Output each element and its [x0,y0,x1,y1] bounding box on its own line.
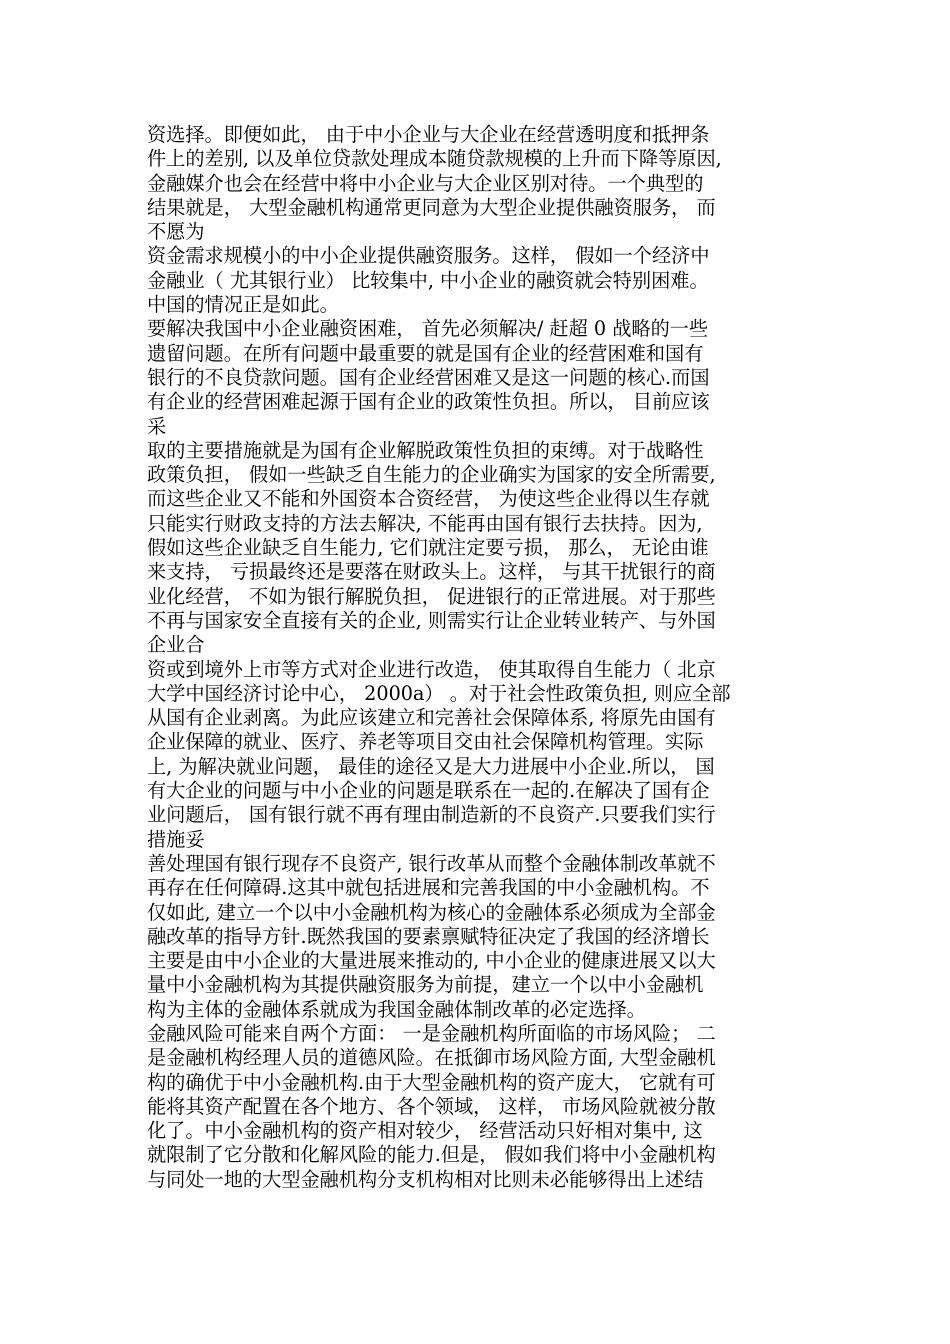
text-line: 中国的情况正是如此。 [147,293,339,317]
text-line: 而这些企业又不能和外国资本合资经营， 为使这些企业得以生存就 [147,487,710,511]
text-line: 企业合 [147,633,205,657]
text-line: 资选择。即便如此， 由于中小企业与大企业在经营透明度和抵押条 [147,123,710,146]
text-line: 能将其资产配置在各个地方、各个领域， 这样， 市场风险就被分散 [147,1094,716,1118]
text-line: 不愿为 [147,220,205,244]
text-line: 业问题后， 国有银行就不再有理由制造新的不良资产.只要我们实行 [147,803,716,827]
text-line: 企业保障的就业、医疗、养老等项目交由社会保障机构管理。实际 [147,730,704,754]
text-line: 善处理国有银行现存不良资产, 银行改革从而整个金融体制改革就不 [147,851,716,875]
text-line: 再存在任何障碍.这其中就包括进展和完善我国的中小金融机构。不 [147,876,710,900]
text-line: 遗留问题。在所有问题中最重要的就是国有企业的经营困难和国有 [147,341,704,365]
text-line: 与同处一地的大型金融机构分支机构相对比则未必能够得出上述结 [147,1167,704,1191]
body-text [147,123,827,1192]
text-line: 大学中国经济讨论中心， 2000a） 。对于社会性政策负担, 则应全部 [147,681,731,705]
text-line: 件上的差别, 以及单位贷款处理成本随贷款规模的上升而下降等原因, [147,147,722,171]
text-line: 采 [147,414,167,438]
text-line: 措施妥 [147,827,205,851]
text-line: 仅如此, 建立一个以中小金融机构为核心的金融体系必须成为全部金 [147,900,716,924]
text-line: 有企业的经营困难起源于国有企业的政策性负担。所以， 目前应该 [147,390,710,414]
text-line: 融改革的指导方针.既然我国的要素禀赋特征决定了我国的经济增长 [147,924,710,948]
text-line: 假如这些企业缺乏自生能力, 它们就注定要亏损， 那么， 无论由谁 [147,536,709,560]
text-line: 上, 为解决就业问题， 最佳的途径又是大力进展中小企业.所以， 国 [147,754,715,778]
text-line: 量中小金融机构为其提供融资服务为前提，建立一个以中小金融机 [147,973,704,997]
text-line: 金融媒介也会在经营中将中小企业与大企业区别对待。一个典型的 [147,171,704,195]
text-line: 主要是由中小企业的大量进展来推动的, 中小企业的健康进展又以大 [147,949,716,973]
text-line: 有大企业的问题与中小企业的问题是联系在一起的.在解决了国有企 [147,779,710,803]
text-line: 要解决我国中小企业融资困难， 首先必须解决/ 赶超 0 战略的一些 [147,317,709,341]
text-line: 金融风险可能来自两个方面： 一是金融机构所面临的市场风险； 二 [147,1021,716,1045]
text-line: 业化经营， 不如为银行解脱负担， 促进银行的正常进展。对于那些 [147,584,716,608]
text-line: 政策负担， 假如一些缺乏自生能力的企业确实为国家的安全所需要, [147,463,716,487]
text-line: 只能实行财政支持的方法去解决, 不能再由国有银行去扶持。因为, [147,511,703,535]
text-line: 资或到境外上市等方式对企业进行改造， 使其取得自生能力（ 北京 [147,657,716,681]
text-line: 化了。中小金融机构的资产相对较少， 经营活动只好相对集中, 这 [147,1119,703,1143]
text-line: 是金融机构经理人员的道德风险。在抵御市场风险方面, 大型金融机 [147,1046,716,1070]
text-line: 银行的不良贷款问题。国有企业经营困难又是这一问题的核心.而国 [147,365,710,389]
text-line: 构为主体的金融体系就成为我国金融体制改革的必定选择。 [147,997,646,1021]
text-line: 从国有企业剥离。为此应该建立和完善社会保障体系, 将原先由国有 [147,706,716,730]
text-line: 结果就是， 大型金融机构通常更同意为大型企业提供融资服务， 而 [147,195,716,219]
text-line: 来支持， 亏损最终还是要落在财政头上。这样， 与其干扰银行的商 [147,560,716,584]
text-line: 取的主要措施就是为国有企业解脱政策性负担的束缚。对于战略性 [147,438,704,462]
text-line: 不再与国家安全直接有关的企业, 则需实行让企业转业转产、与外国 [147,608,716,632]
text-line: 资金需求规模小的中小企业提供融资服务。这样， 假如一个经济中 [147,244,710,268]
text-line: 金融业（ 尤其银行业） 比较集中, 中小企业的融资就会特别困难。 [147,268,709,292]
text-line: 构的确优于中小金融机构.由于大型金融机构的资产庞大， 它就有可 [147,1070,716,1094]
text-line: 就限制了它分散和化解风险的能力.但是， 假如我们将中小金融机构 [147,1143,716,1167]
